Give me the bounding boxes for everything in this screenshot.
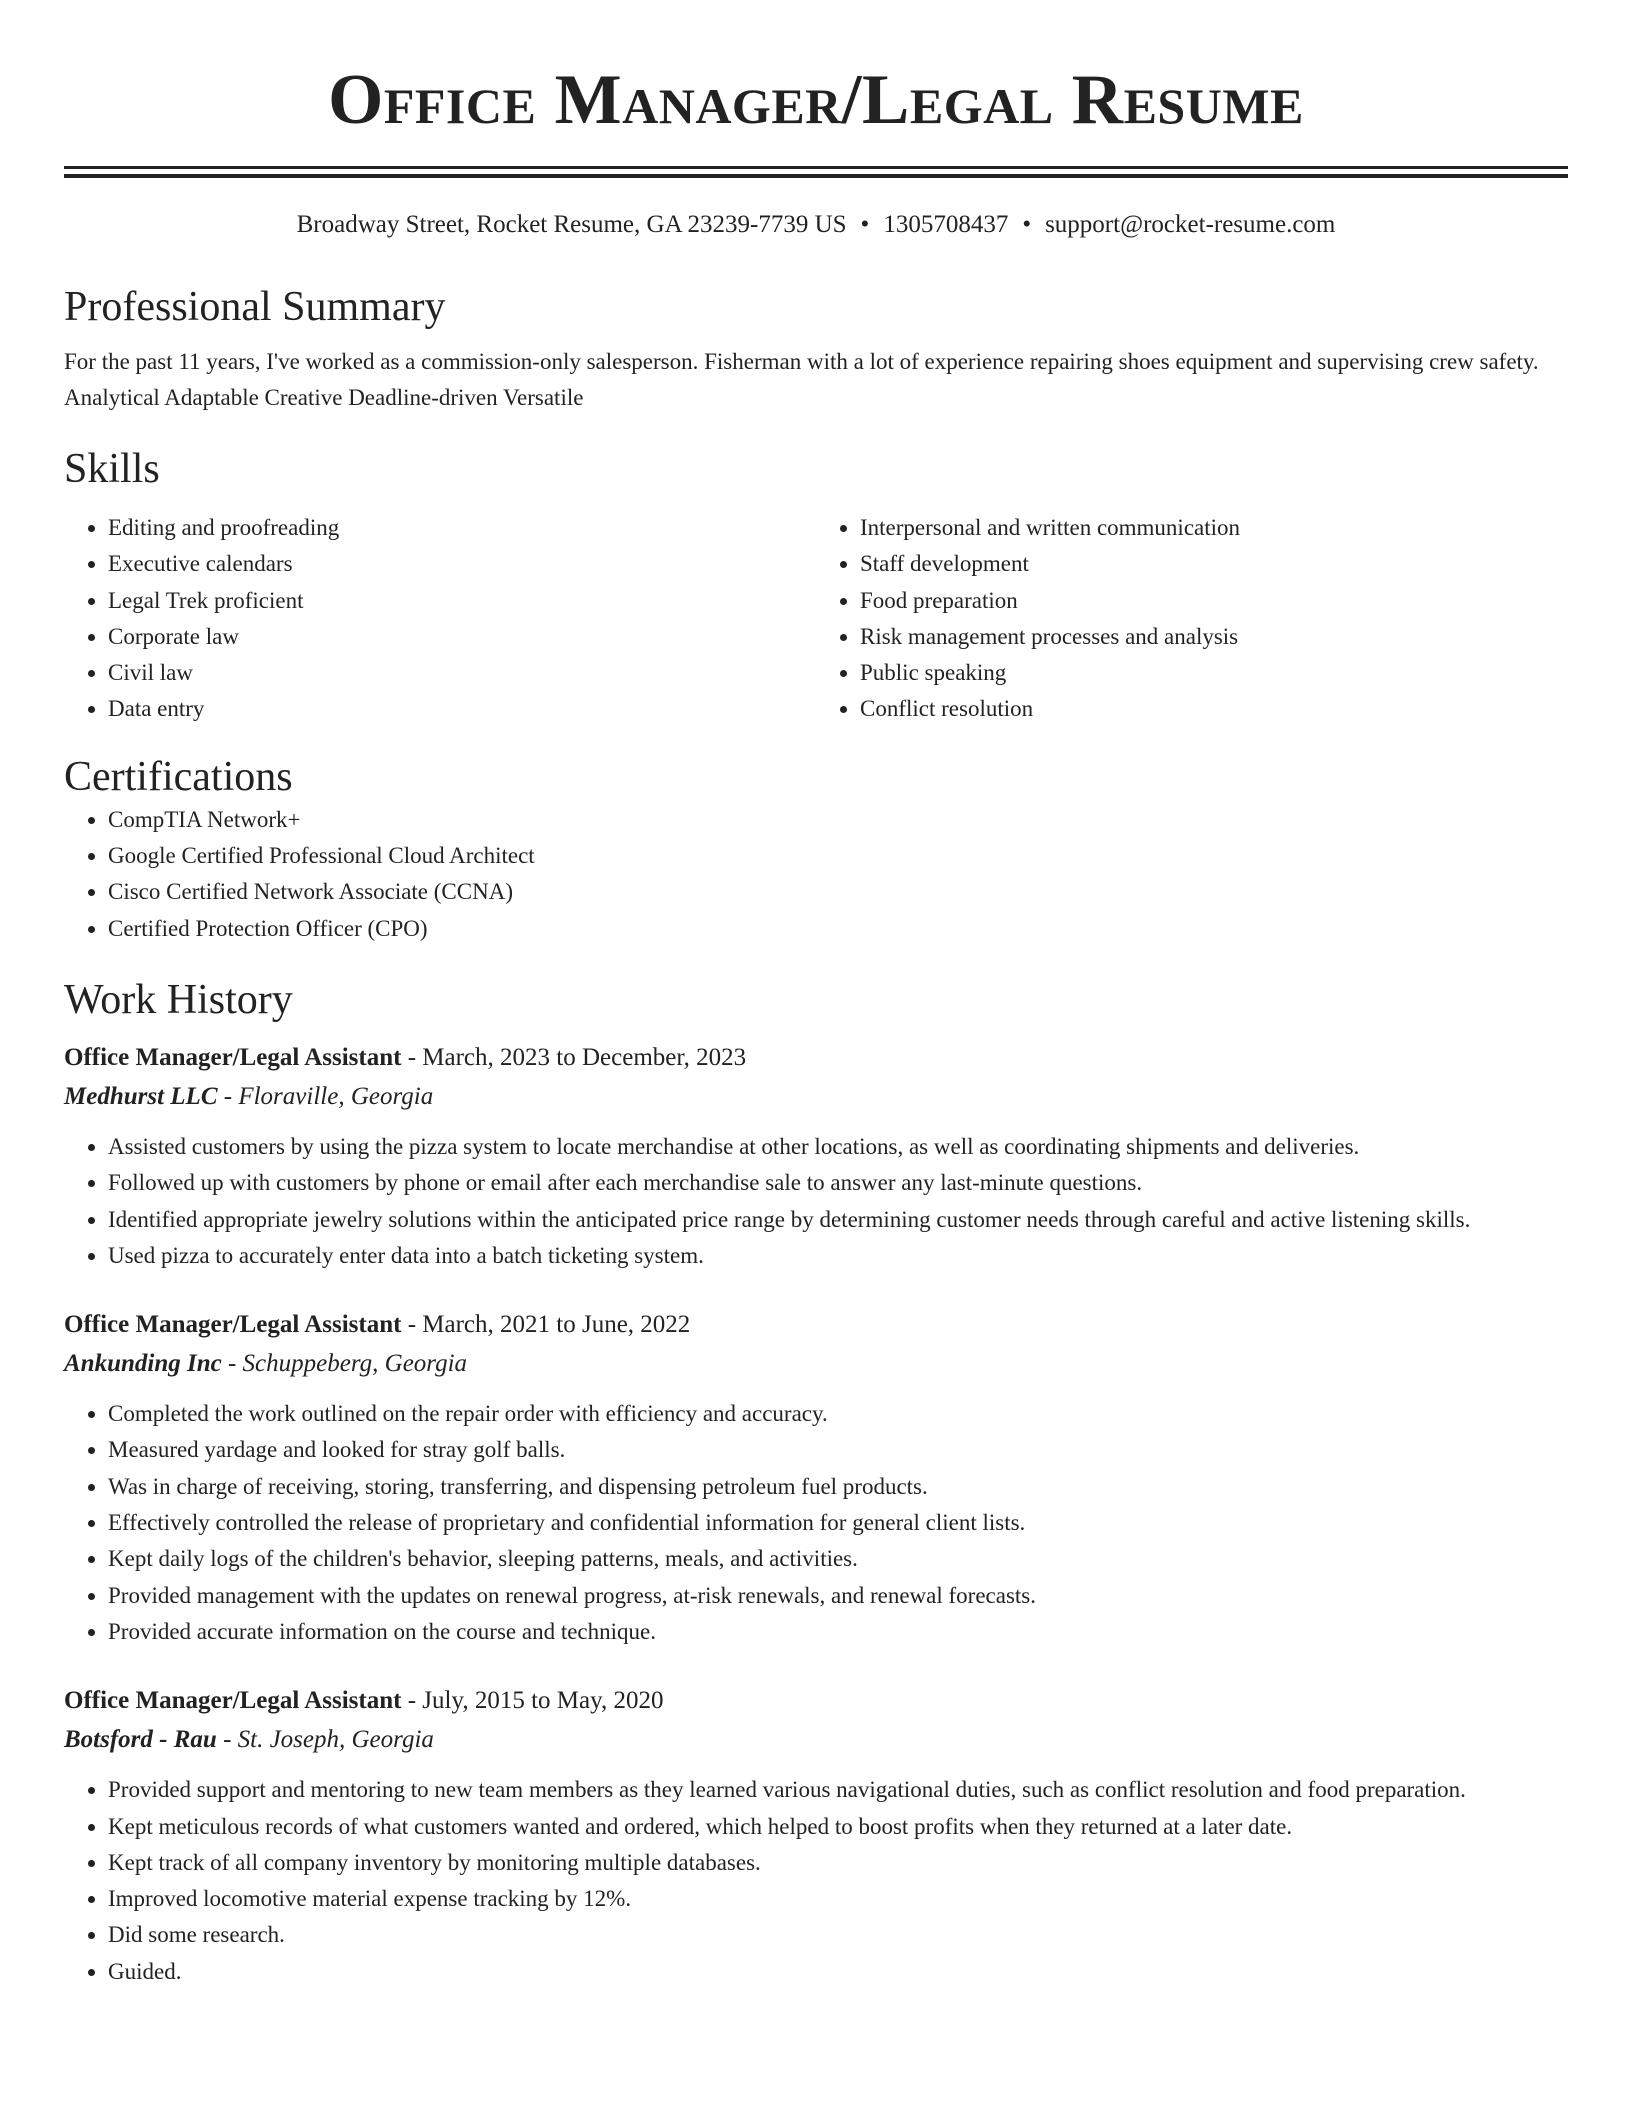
contact-separator: • — [1022, 211, 1032, 238]
summary-text: For the past 11 years, I've worked as a commission-only salesperson. Fisherman with a lot of experience repairing shoes equipment and supervising crew safety. Analytical Adaptable Creative Deadline-driven Versatile — [64, 349, 1539, 410]
skill-item: • Executive calendars — [108, 546, 816, 582]
job-duty: • Provided accurate information on the course and technique. — [108, 1614, 1568, 1650]
skill-item: • Staff development — [860, 546, 1568, 582]
skill-item: • Conflict resolution — [860, 691, 1568, 727]
job-duties-list — [64, 1772, 1568, 1990]
job-duty: • Used pizza to accurately enter data into a batch ticketing system. — [108, 1238, 1568, 1274]
job-company-line — [64, 1344, 1568, 1384]
job-company: Ankunding Inc — [64, 1350, 222, 1378]
skill-item: • Interpersonal and written communication — [860, 510, 1568, 546]
job-title-line — [64, 1039, 1568, 1077]
job-company-line — [64, 1720, 1568, 1760]
job-dates: - July, 2015 to May, 2020 — [407, 1687, 664, 1715]
skill-item: • Legal Trek proficient — [108, 583, 816, 619]
certifications-heading: Certifications — [64, 753, 293, 800]
job-duty: • Identified appropriate jewelry solutions within the anticipated price range by determining customer needs through careful and active listening skills. — [108, 1202, 1568, 1238]
contact-line — [64, 210, 1568, 240]
certifications-list — [64, 802, 1568, 947]
contact-email: support@rocket-resume.com — [1045, 211, 1336, 238]
job-duty: • Completed the work outlined on the repair order with efficiency and accuracy. — [108, 1396, 1568, 1432]
job-duty: • Provided support and mentoring to new team members as they learned various navigational duties, such as conflict resolution and food preparation. — [108, 1772, 1568, 1808]
job-location: - Schuppeberg, Georgia — [227, 1350, 468, 1378]
job-duty: • Did some research. — [108, 1917, 1568, 1953]
certification-item: • Google Certified Professional Cloud Architect — [108, 838, 1568, 874]
job-company-line — [64, 1077, 1568, 1117]
job-duty: • Kept meticulous records of what customers wanted and ordered, which helped to boost profits when they returned at a later date. — [108, 1809, 1568, 1845]
job-company: Medhurst LLC — [64, 1082, 218, 1110]
job-duty: • Guided. — [108, 1954, 1568, 1990]
work-history-heading: Work History — [64, 976, 293, 1023]
resume-title: Office Manager/Legal Resume — [328, 61, 1304, 139]
skill-item: • Risk management processes and analysis — [860, 619, 1568, 655]
job-duty: • Kept daily logs of the children's behavior, sleeping patterns, meals, and activities. — [108, 1541, 1568, 1577]
title-divider-top — [64, 166, 1568, 169]
skills-list-right — [816, 510, 1568, 728]
job-company: Botsford - Rau — [64, 1726, 217, 1754]
job-title-line — [64, 1682, 1568, 1720]
skills-heading: Skills — [64, 446, 160, 492]
job-entry — [64, 1682, 1568, 1990]
summary-heading: Professional Summary — [64, 284, 446, 330]
skill-item: • Corporate law — [108, 619, 816, 655]
skill-item: • Food preparation — [860, 583, 1568, 619]
certification-item: • CompTIA Network+ — [108, 802, 1568, 838]
skill-item: • Editing and proofreading — [108, 510, 816, 546]
job-duties-list — [64, 1129, 1568, 1274]
job-role: Office Manager/Legal Assistant — [64, 1687, 402, 1715]
job-dates: - March, 2023 to December, 2023 — [407, 1043, 747, 1071]
job-role: Office Manager/Legal Assistant — [64, 1311, 402, 1339]
job-location: - Floraville, Georgia — [223, 1082, 434, 1110]
certification-item: • Cisco Certified Network Associate (CCNA) — [108, 874, 1568, 910]
contact-phone: 1305708437 — [883, 211, 1009, 238]
job-duty: • Effectively controlled the release of proprietary and confidential information for general client lists. — [108, 1505, 1568, 1541]
skill-item: • Civil law — [108, 655, 816, 691]
job-duty: • Was in charge of receiving, storing, transferring, and dispensing petroleum fuel products. — [108, 1469, 1568, 1505]
job-duty: • Provided management with the updates on renewal progress, at-risk renewals, and renewal forecasts. — [108, 1578, 1568, 1614]
job-duty: • Assisted customers by using the pizza system to locate merchandise at other locations, as well as coordinating shipments and deliveries. — [108, 1129, 1568, 1165]
skill-item: • Public speaking — [860, 655, 1568, 691]
job-duties-list — [64, 1396, 1568, 1650]
contact-address: Broadway Street, Rocket Resume, GA 23239-7739 US — [296, 211, 847, 238]
job-duty: • Measured yardage and looked for stray golf balls. — [108, 1432, 1568, 1468]
title-divider-bottom — [64, 174, 1568, 178]
job-title-line — [64, 1306, 1568, 1344]
job-entry — [64, 1306, 1568, 1650]
contact-separator: • — [860, 211, 870, 238]
job-duty: • Kept track of all company inventory by monitoring multiple databases. — [108, 1845, 1568, 1881]
skills-list-left — [64, 510, 816, 728]
job-duty: • Followed up with customers by phone or email after each merchandise sale to answer any last-minute questions. — [108, 1165, 1568, 1201]
job-role: Office Manager/Legal Assistant — [64, 1043, 402, 1071]
skill-item: • Data entry — [108, 691, 816, 727]
job-location: - St. Joseph, Georgia — [223, 1726, 434, 1754]
job-dates: - March, 2021 to June, 2022 — [407, 1311, 691, 1339]
skills-columns — [64, 510, 1568, 728]
job-entry — [64, 1039, 1568, 1274]
certification-item: • Certified Protection Officer (CPO) — [108, 911, 1568, 947]
job-duty: • Improved locomotive material expense tracking by 12%. — [108, 1881, 1568, 1917]
